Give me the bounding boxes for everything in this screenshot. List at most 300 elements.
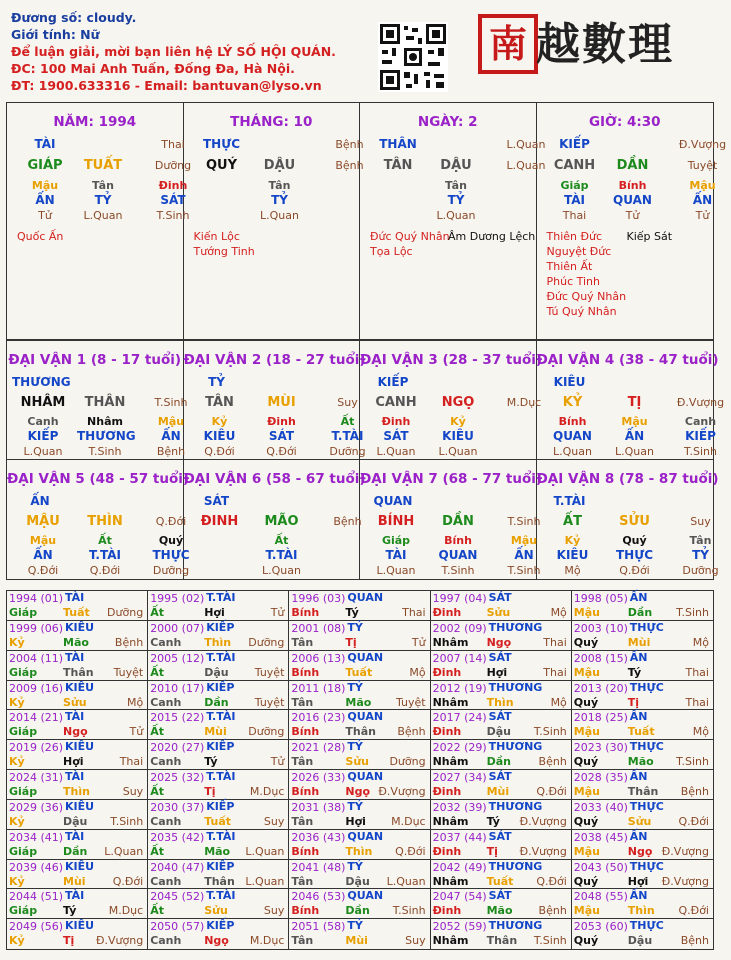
year-chi: Thìn (63, 785, 90, 798)
hidden-can: Kỷ (211, 415, 228, 428)
pillar-cell (360, 103, 546, 339)
year-star: T.TÀI (206, 770, 236, 783)
year-star: THƯƠNG (488, 620, 543, 634)
year-cell (289, 800, 430, 830)
year-star: KIẾP (206, 859, 235, 873)
year-can: Bính (291, 665, 320, 679)
year-can: Đinh (432, 725, 462, 739)
year-chi: Dậu (204, 665, 229, 679)
pillar-title: THÁNG: 10 (230, 114, 313, 130)
hidden-stage: L.Quan (260, 209, 299, 222)
hidden-stage: L.Quan (376, 445, 416, 458)
year-stage: Đ.Vượng (378, 785, 426, 798)
year-can: Mậu (573, 606, 600, 619)
year-label: 2039 (46) (9, 860, 64, 874)
year-can: Kỷ (9, 934, 25, 948)
year-stage: T.Sinh (110, 814, 144, 828)
year-chi: Tị (345, 635, 357, 649)
year-star: SÁT (488, 710, 512, 724)
year-star: QUAN (347, 829, 384, 843)
pillar-stage: Bệnh (335, 159, 364, 172)
year-can: Ất (150, 725, 164, 739)
hidden-stage: T.Sinh (156, 209, 190, 222)
year-can: Tân (291, 934, 314, 948)
year-chi: Ngọ (63, 725, 88, 739)
year-stage: Bệnh (114, 635, 144, 649)
year-chi: Tý (204, 755, 218, 769)
year-label: 2025 (32) (150, 771, 205, 784)
year-label: 2032 (39) (432, 800, 487, 814)
hidden-star: KIÊU (203, 429, 236, 443)
year-star: TỶ (347, 680, 363, 694)
dai-van-chi: MÙI (267, 395, 296, 410)
hidden-can: Mậu (157, 415, 185, 428)
year-cell (148, 860, 289, 890)
year-chi: Sửu (345, 755, 369, 769)
year-star: TÀI (65, 591, 85, 604)
hidden-star: ẤN (161, 429, 181, 443)
year-label: 2027 (34) (432, 771, 487, 784)
year-label: 2024 (31) (9, 771, 64, 784)
dai-van-stage: Suy (337, 396, 358, 409)
year-chi: Dần (63, 844, 88, 858)
year-cell (431, 919, 572, 949)
year-can: Giáp (9, 844, 38, 858)
dai-van-star: SÁT (203, 494, 230, 508)
hidden-can: Giáp (381, 534, 411, 547)
dai-van-cell (360, 341, 543, 460)
hidden-star: SÁT (383, 429, 409, 443)
year-can: Giáp (9, 665, 38, 679)
year-cell (148, 651, 289, 681)
year-chi: Mùi (627, 635, 651, 649)
pillar-cell (537, 103, 727, 339)
dai-van-chi: THÌN (87, 514, 123, 529)
year-label: 2000 (07) (150, 621, 205, 635)
year-star: KIẾP (206, 919, 235, 933)
year-star: KIÊU (65, 859, 95, 873)
hidden-star: KIẾP (685, 429, 716, 443)
year-stage: Thai (543, 665, 567, 679)
year-label: 2035 (42) (150, 830, 205, 844)
year-label: 2044 (51) (9, 890, 64, 904)
year-label: 1998 (05) (573, 592, 628, 605)
year-chi: Tý (627, 665, 642, 679)
year-can: Nhâm (432, 814, 469, 828)
dai-van-star: T.TÀI (553, 494, 586, 508)
year-stage: T.Sinh (676, 755, 709, 769)
year-star: SÁT (488, 829, 512, 843)
year-chi: Mùi (204, 725, 227, 739)
year-stage: Thai (685, 665, 709, 679)
year-chi: Ngọ (345, 785, 371, 798)
year-chi: Thìn (204, 635, 232, 649)
year-star: TỶ (347, 859, 363, 873)
year-stage: M.Dục (108, 904, 144, 918)
year-label: 2012 (19) (432, 681, 487, 695)
hidden-can: Đinh (267, 415, 296, 428)
dai-van-title: ĐẠI VẬN 3 (28 - 37 tuổi) (360, 352, 543, 368)
year-can: Nhâm (432, 934, 469, 948)
hidden-stage: T.Sinh (88, 445, 122, 458)
pillar-title: GIỜ: 4:30 (588, 114, 661, 130)
year-stage: L.Quan (245, 844, 285, 858)
dai-van-can: ẤT (563, 514, 582, 529)
header-line: ĐC: 100 Mai Anh Tuấn, Đống Đa, Hà Nội. (11, 61, 295, 76)
year-star: TỶ (347, 919, 363, 933)
year-stage: Bệnh (680, 785, 709, 798)
hidden-can: Mậu (510, 534, 538, 547)
pillar-can: GIÁP (27, 158, 63, 173)
header (0, 0, 720, 100)
shen-sha: Âm Dương Lệch (448, 230, 536, 243)
year-stage: L.Quan (386, 874, 426, 888)
year-can: Tân (291, 814, 314, 828)
year-cell (572, 710, 713, 740)
year-star: QUAN (347, 889, 384, 903)
year-chi: Tý (63, 904, 77, 918)
shen-sha: Đức Quý Nhân (546, 290, 627, 303)
year-stage: Q.Đới (112, 874, 144, 888)
year-star: TỶ (347, 799, 363, 813)
hidden-can: Canh (684, 415, 717, 428)
hidden-can: Ất (98, 534, 112, 547)
year-can: Mậu (573, 665, 600, 679)
year-label: 2005 (12) (150, 651, 205, 665)
dai-van-stage: Suy (690, 515, 711, 528)
hidden-stage: Dưỡng (329, 445, 366, 458)
year-cell (431, 681, 572, 711)
year-cell (572, 681, 713, 711)
year-cell (148, 710, 289, 740)
dai-van-can: MẬU (26, 514, 60, 529)
hidden-star: QUAN (553, 429, 592, 443)
year-label: 2020 (27) (150, 741, 205, 755)
dai-van-star: KIẾP (377, 375, 409, 389)
year-cell (289, 889, 430, 919)
year-can: Kỷ (9, 755, 25, 769)
hidden-can: Kỷ (564, 534, 581, 547)
year-can: Bính (291, 606, 320, 619)
year-label: 2034 (41) (9, 830, 64, 844)
hidden-can: Bính (558, 415, 587, 428)
year-star: T.TÀI (206, 889, 236, 903)
hidden-stage: Q.Đới (27, 564, 59, 577)
year-label: 2047 (54) (432, 890, 487, 904)
year-can: Canh (150, 755, 182, 769)
hidden-can: Ất (340, 415, 355, 428)
year-star: KIÊU (65, 740, 95, 754)
year-stage: Suy (405, 934, 426, 948)
year-star: THƯƠNG (488, 799, 543, 813)
year-chi: Hợi (204, 606, 225, 619)
year-chi: Sửu (486, 606, 511, 619)
pillar-stage: L.Quan (506, 159, 546, 172)
pillar-stage: Tuyệt (687, 159, 718, 172)
year-star: QUAN (347, 591, 384, 604)
hidden-stage: L.Quan (615, 445, 654, 458)
hidden-can: Bính (618, 179, 647, 192)
year-can: Kỷ (9, 814, 25, 828)
year-label: 2048 (55) (573, 890, 628, 904)
pillar-star: THỰC (202, 137, 241, 151)
year-chi: Dậu (486, 725, 511, 739)
year-stage: Mộ (692, 635, 709, 649)
year-star: QUAN (347, 710, 384, 724)
year-cell (431, 710, 572, 740)
pillar-can: TÂN (383, 158, 413, 173)
year-chi: Dần (345, 904, 370, 918)
hidden-stage: Mộ (564, 564, 581, 577)
year-label: 1995 (02) (150, 592, 205, 605)
hidden-can: Mậu (689, 179, 716, 192)
year-star: ẤN (629, 829, 648, 843)
dai-van-can: NHÂM (20, 395, 66, 410)
year-cell (148, 889, 289, 919)
year-can: Bính (291, 904, 320, 918)
pillar-can: QUÝ (205, 158, 238, 173)
hidden-can: Quý (622, 534, 647, 547)
year-can: Nhâm (432, 635, 469, 649)
shen-sha: Kiếp Sát (626, 230, 673, 243)
year-star: KIÊU (65, 799, 95, 813)
year-cell (7, 770, 148, 800)
year-chi: Dậu (345, 874, 370, 888)
year-label: 1996 (03) (291, 592, 346, 605)
hidden-star: TÀI (385, 548, 407, 562)
year-cell (572, 591, 713, 621)
hidden-stage: Dưỡng (682, 564, 719, 577)
year-label: 2037 (44) (432, 830, 487, 844)
qr-code-icon (378, 22, 448, 92)
year-stage: Đ.Vượng (519, 844, 567, 858)
year-can: Canh (150, 934, 182, 948)
year-label: 2028 (35) (573, 771, 628, 784)
hidden-stage: T.Sinh (684, 445, 717, 458)
year-chi: Mùi (486, 785, 510, 798)
year-cell (148, 591, 289, 621)
year-can: Quý (573, 635, 599, 649)
year-star: SÁT (488, 889, 512, 903)
dai-van-star: THƯƠNG (12, 375, 71, 389)
pillar-right-label: Đ.Vượng (678, 138, 727, 151)
year-label: 2041 (48) (291, 860, 346, 874)
hidden-can: Quý (158, 534, 184, 547)
year-star: TÀI (65, 650, 85, 664)
shen-sha: Tú Quý Nhân (546, 305, 617, 318)
year-star: ẤN (629, 710, 648, 724)
shen-sha: Thiên Ất (546, 260, 593, 273)
year-label: 2010 (17) (150, 681, 205, 695)
year-stage: L.Quan (104, 844, 144, 858)
dai-van-chi: TỊ (627, 395, 642, 410)
header-line: Để luận giải, mời bạn liên hệ LÝ SỐ HỘI QUÁN. (11, 44, 336, 59)
year-can: Nhâm (432, 874, 469, 888)
shen-sha: Phúc Tinh (546, 275, 601, 288)
seal-stamp: 南 (478, 14, 538, 74)
dai-van-chi: DẦN (442, 514, 474, 529)
hidden-star: T.TÀI (89, 548, 121, 562)
year-star: KIÊU (65, 919, 95, 933)
year-stage: T.Sinh (533, 725, 567, 739)
year-cell (148, 770, 289, 800)
year-star: ẤN (629, 591, 648, 604)
year-can: Mậu (573, 725, 600, 739)
year-stage: Thai (119, 755, 144, 769)
year-label: 2026 (33) (291, 771, 346, 784)
pillar-title: NĂM: 1994 (53, 114, 137, 130)
year-label: 2011 (18) (291, 681, 346, 695)
hidden-stage: Thai (562, 209, 587, 222)
year-chi: Hợi (63, 755, 84, 769)
year-stage: Đ.Vượng (95, 934, 144, 948)
year-can: Tân (291, 695, 314, 709)
year-chi: Mùi (63, 874, 86, 888)
year-can: Canh (150, 635, 182, 649)
year-cell (7, 800, 148, 830)
year-star: THỰC (629, 919, 664, 933)
hidden-stage: Q.Đới (204, 445, 235, 458)
dai-van-title: ĐẠI VẬN 7 (68 - 77 tuổi) (360, 471, 543, 487)
year-chi: Thân (63, 665, 94, 679)
year-can: Đinh (432, 665, 462, 679)
shen-sha: Nguyệt Đức (546, 245, 612, 258)
dai-van-title: ĐẠI VẬN 8 (78 - 87 tuổi) (536, 471, 719, 487)
hidden-stage: T.Sinh (441, 564, 475, 577)
year-chi: Mão (345, 695, 372, 709)
year-cell (431, 621, 572, 651)
year-label: 2036 (43) (291, 830, 346, 844)
year-star: THỰC (629, 740, 664, 754)
year-label: 2017 (24) (432, 711, 487, 725)
year-label: 2004 (11) (9, 651, 64, 665)
year-stage: Thai (543, 635, 567, 649)
year-cell (572, 830, 713, 860)
year-can: Đinh (432, 844, 462, 858)
year-can: Giáp (9, 904, 38, 918)
hidden-star: TỶ (94, 193, 112, 207)
dai-van-can: KỶ (562, 395, 583, 410)
year-star: QUAN (347, 650, 384, 664)
year-stage: Suy (263, 904, 285, 918)
year-stage: Bệnh (397, 725, 426, 739)
year-cell (7, 860, 148, 890)
pillar-chi: DẬU (263, 158, 296, 173)
shen-sha: Tọa Lộc (370, 245, 413, 258)
year-cell (572, 919, 713, 949)
year-cell (148, 681, 289, 711)
year-star: QUAN (347, 770, 384, 783)
year-can: Ất (150, 785, 164, 798)
year-star: TÀI (65, 770, 85, 783)
year-cell (572, 651, 713, 681)
shen-sha: Kiến Lộc (193, 230, 240, 243)
pillar-stage: Dưỡng (154, 159, 192, 172)
hidden-stage: L.Quan (438, 445, 478, 458)
dai-van-can: BÍNH (377, 514, 415, 529)
year-chi: Dần (627, 606, 653, 619)
year-can: Nhâm (432, 755, 469, 769)
year-chi: Sửu (627, 814, 652, 828)
pillar-cell (184, 103, 364, 339)
year-chi: Tị (486, 844, 498, 858)
shen-sha: Thiên Đức (546, 230, 603, 243)
year-label: 2043 (50) (573, 860, 628, 874)
year-chi: Tuất (627, 725, 655, 739)
year-chi: Dậu (627, 934, 653, 948)
year-star: KIẾP (206, 680, 235, 694)
year-stage: M.Dục (249, 785, 285, 798)
year-star: T.TÀI (206, 710, 236, 724)
dai-van-stage: Đ.Vượng (676, 396, 725, 409)
hidden-star: TỶ (271, 193, 288, 207)
year-label: 2007 (14) (432, 651, 487, 665)
hidden-stage: Q.Đới (266, 445, 297, 458)
year-label: 2031 (38) (291, 800, 346, 814)
year-chi: Hợi (345, 814, 366, 828)
year-can: Quý (573, 814, 599, 828)
year-stage: Đ.Vượng (661, 874, 709, 888)
year-stage: Tử (270, 606, 285, 619)
year-star: THỰC (629, 680, 664, 694)
header-line: Đương số: cloudy. (11, 10, 137, 25)
year-cell (7, 681, 148, 711)
hidden-stage: Tử (695, 209, 710, 222)
year-can: Ất (150, 844, 164, 858)
hidden-stage: Dưỡng (152, 564, 190, 577)
year-label: 2013 (20) (573, 681, 628, 695)
year-label: 2053 (60) (573, 920, 628, 934)
hidden-star: ẤN (514, 548, 534, 562)
hidden-can: Mậu (29, 534, 57, 547)
year-cell (7, 621, 148, 651)
year-can: Ất (150, 665, 164, 679)
year-label: 2002 (09) (432, 621, 487, 635)
year-chi: Sửu (204, 904, 228, 918)
year-star: TỶ (347, 740, 363, 754)
year-chi: Tý (345, 606, 359, 619)
dai-van-stage: Bệnh (333, 515, 362, 528)
year-cell (572, 889, 713, 919)
hidden-stage: Bệnh (156, 445, 186, 458)
year-star: THƯƠNG (488, 680, 543, 694)
year-stage: Q.Đới (678, 904, 709, 918)
dai-van-chi: THÂN (84, 395, 126, 410)
hidden-star: QUAN (613, 193, 652, 207)
pillar-star: THÂN (379, 137, 417, 151)
dai-van-title: ĐẠI VẬN 1 (8 - 17 tuổi) (8, 352, 182, 368)
year-cell (289, 591, 430, 621)
dai-van-stage: T.Sinh (507, 515, 541, 528)
hidden-can: Mậu (621, 415, 648, 428)
year-star: SÁT (488, 591, 512, 604)
hidden-star: TỶ (692, 548, 709, 562)
hidden-star: SÁT (160, 193, 186, 207)
year-label: 2021 (28) (291, 741, 346, 755)
year-can: Canh (150, 695, 182, 709)
year-stage: Q.Đới (678, 814, 709, 828)
year-can: Giáp (9, 606, 38, 619)
hidden-star: KIÊU (556, 548, 589, 562)
year-can: Ất (150, 606, 164, 619)
year-can: Tân (291, 755, 314, 769)
year-cell (572, 800, 713, 830)
hidden-stage: Tử (625, 209, 640, 222)
year-star: ẤN (629, 770, 648, 783)
year-stage: Dưỡng (248, 635, 285, 649)
hidden-star: THỰC (152, 548, 190, 562)
year-cell (7, 591, 148, 621)
